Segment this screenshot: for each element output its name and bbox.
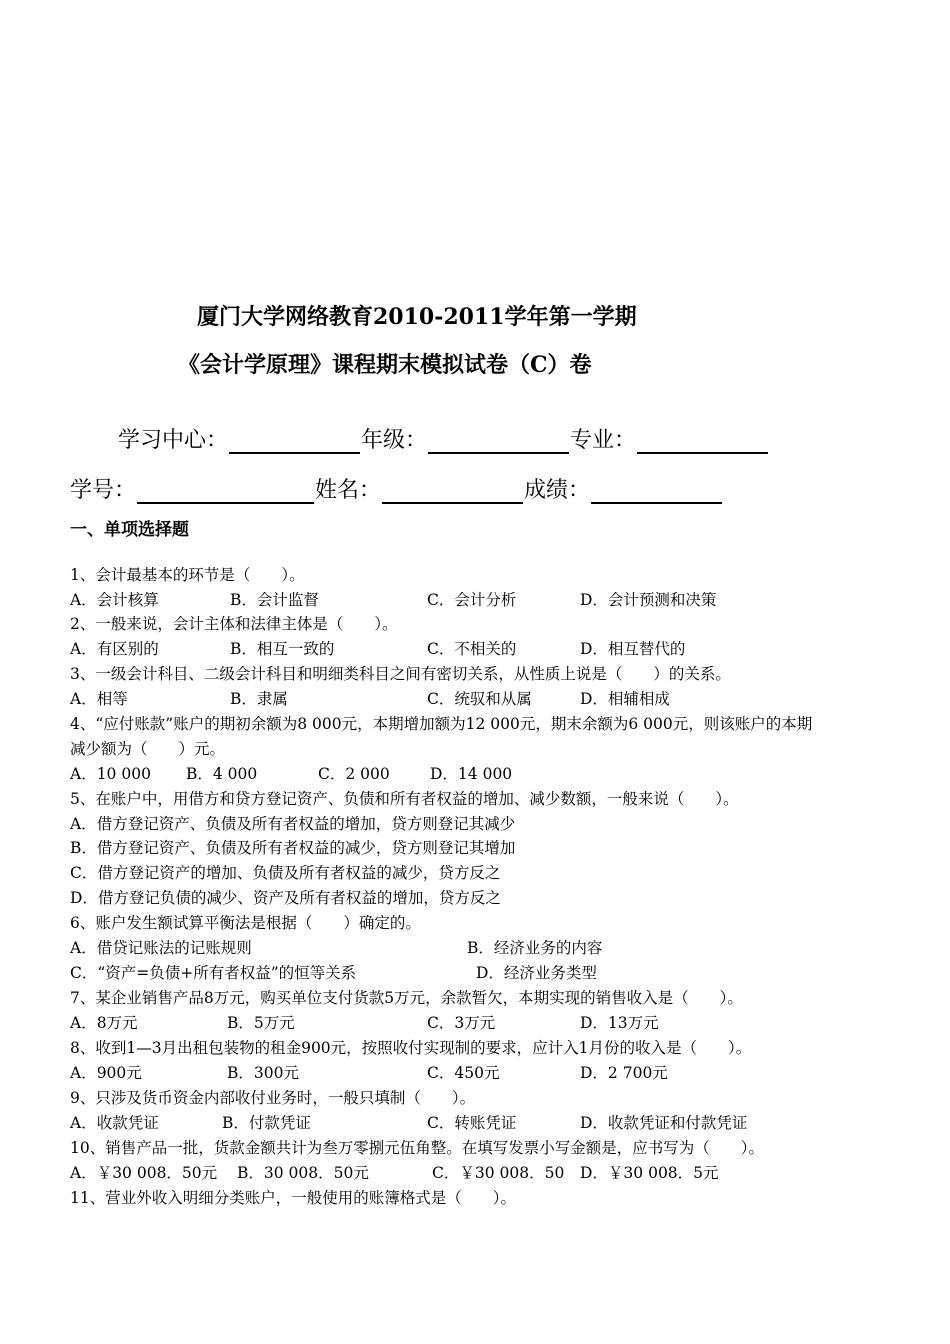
- q4-option-b: B．4 000: [186, 765, 258, 783]
- grade-label: 年级：: [361, 428, 428, 453]
- q8-option-a: A．900元: [70, 1064, 142, 1082]
- q2-option-a: A．有区别的: [70, 640, 159, 658]
- question-4-stem: 4、“应付账款”账户的期初余额为8 000元，本期增加额为12 000元，期末余额为6 000元，则该账户的本期: [70, 715, 813, 733]
- question-9-stem: 9、只涉及货币资金内部收付业务时，一般只填制（ ）。: [70, 1089, 476, 1107]
- q7-option-d: D．13万元: [580, 1014, 659, 1032]
- q9-option-a: A．收款凭证: [70, 1114, 159, 1132]
- q10-option-b: B．30 008．50元: [237, 1164, 369, 1182]
- q1-option-c: C．会计分析: [427, 591, 517, 609]
- q1-option-a: A．会计核算: [70, 591, 159, 609]
- question-8-stem: 8、收到1—3月出租包装物的租金900元，按照收付实现制的要求，应计入1月份的收入是（ ）。: [70, 1039, 752, 1057]
- q7-option-b: B．5万元: [227, 1014, 295, 1032]
- question-4-stem-cont: 减少额为（ ）元。: [70, 740, 226, 758]
- q7-option-c: C．3万元: [427, 1014, 496, 1032]
- section-title: 一、单项选择题: [70, 520, 189, 540]
- name-field[interactable]: [382, 476, 523, 504]
- exam-title-line1: 厦门大学网络教育2010-2011学年第一学期: [197, 304, 637, 330]
- student-id-label: 学号：: [70, 478, 137, 503]
- major-label: 专业：: [570, 428, 637, 453]
- q6-option-b: B．经济业务的内容: [467, 939, 603, 957]
- study-center-label: 学习中心：: [118, 428, 229, 453]
- question-1-stem: 1、会计最基本的环节是（ ）。: [70, 566, 305, 584]
- q6-option-d: D．经济业务类型: [476, 964, 597, 982]
- q3-option-c: C．统驭和从属: [427, 690, 532, 708]
- q7-option-a: A．8万元: [70, 1014, 138, 1032]
- q3-option-d: D．相辅相成: [580, 690, 670, 708]
- q1-option-d: D．会计预测和决策: [580, 591, 717, 609]
- q2-option-c: C．不相关的: [427, 640, 517, 658]
- q10-option-c: C．￥30 008．50: [432, 1164, 565, 1182]
- q8-option-b: B．300元: [227, 1064, 299, 1082]
- q4-option-a: A．10 000: [70, 765, 151, 783]
- major-field[interactable]: [637, 426, 768, 454]
- info-row-2: [70, 473, 723, 504]
- question-3-stem: 3、一级会计科目、二级会计科目和明细类科目之间有密切关系，从性质上说是（ ）的关系。: [70, 665, 731, 683]
- q2-option-b: B．相互一致的: [230, 640, 335, 658]
- q5-option-d: D．借方登记负债的减少、资产及所有者权益的增加，贷方反之: [70, 889, 501, 907]
- info-row-1: [118, 423, 769, 454]
- q8-option-c: C．450元: [427, 1064, 500, 1082]
- exam-title-line2: 《会计学原理》课程期末模拟试卷（C）卷: [178, 352, 592, 378]
- q3-option-a: A．相等: [70, 690, 128, 708]
- student-id-field[interactable]: [137, 476, 314, 504]
- question-5-stem: 5、在账户中，用借方和贷方登记资产、负债和所有者权益的增加、减少数额，一般来说（ ）。: [70, 790, 739, 808]
- q4-option-d: D．14 000: [430, 765, 513, 783]
- score-label: 成绩：: [524, 478, 591, 503]
- question-6-stem: 6、账户发生额试算平衡法是根据（ ）确定的。: [70, 914, 421, 932]
- question-10-stem: 10、销售产品一批，货款金额共计为叁万零捌元伍角整。在填写发票小写金额是，应书写为（ ）。: [70, 1139, 764, 1157]
- q9-option-d: D．收款凭证和付款凭证: [580, 1114, 748, 1132]
- q10-option-d: D．￥30 008．5元: [580, 1164, 719, 1182]
- q9-option-b: B．付款凭证: [222, 1114, 311, 1132]
- q5-option-b: B．借方登记资产、负债及所有者权益的减少，贷方则登记其增加: [70, 839, 516, 857]
- q6-option-c: C．“资产=负债+所有者权益”的恒等关系: [70, 964, 357, 982]
- q3-option-b: B．隶属: [230, 690, 288, 708]
- q6-option-a: A．借贷记账法的记账规则: [70, 939, 252, 957]
- q8-option-d: D．2 700元: [580, 1064, 668, 1082]
- q9-option-c: C．转账凭证: [427, 1114, 517, 1132]
- question-7-stem: 7、某企业销售产品8万元，购买单位支付货款5万元，余款暂欠，本期实现的销售收入是（ ）。: [70, 989, 743, 1007]
- q2-option-d: D．相互替代的: [580, 640, 686, 658]
- q10-option-a: A．￥30 008．50元: [70, 1164, 218, 1182]
- question-2-stem: 2、一般来说，会计主体和法律主体是（ ）。: [70, 615, 398, 633]
- score-field[interactable]: [591, 476, 722, 504]
- q5-option-a: A．借方登记资产、负债及所有者权益的增加，贷方则登记其减少: [70, 815, 516, 833]
- name-label: 姓名：: [315, 478, 382, 503]
- question-11-stem: 11、营业外收入明细分类账户，一般使用的账簿格式是（ ）。: [70, 1189, 516, 1207]
- grade-field[interactable]: [428, 426, 569, 454]
- q1-option-b: B．会计监督: [230, 591, 319, 609]
- q5-option-c: C．借方登记资产的增加、负债及所有者权益的减少，贷方反之: [70, 864, 501, 882]
- study-center-field[interactable]: [229, 426, 360, 454]
- q4-option-c: C．2 000: [318, 765, 390, 783]
